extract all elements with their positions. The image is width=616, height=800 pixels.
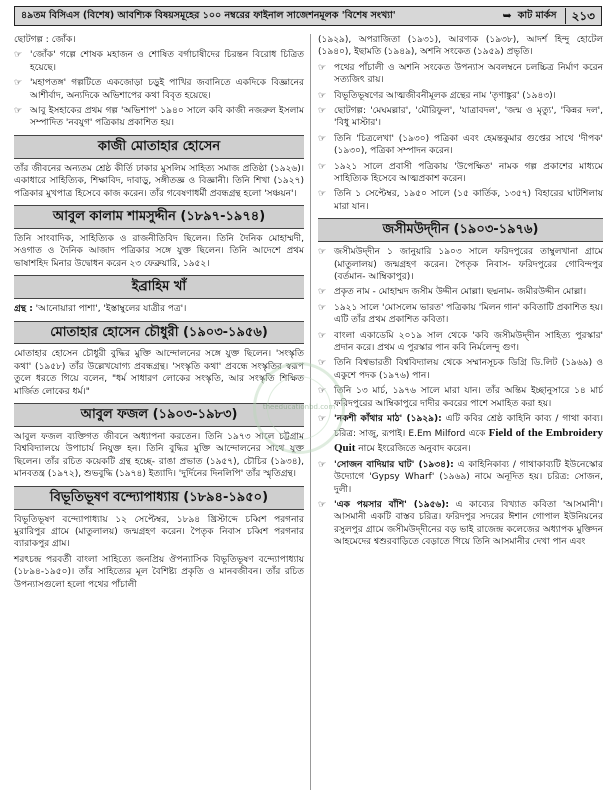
list-item: ☞ 'জোঁক' গল্পে শোষক মহাজন ও শোষিত বর্গাচাষীদের চিরন্তন বিরোধ চিত্রিত হয়েছে।	[14, 50, 304, 73]
list-item: ☞ 'সোজন বাদিয়ার ঘাট' (১৯৩৪): এ কাহিনিকাব্য / গাথাকাব্যটি ইউনেস্কোর উদ্যোগে 'Gypsy Wharf' (১৯৬৯) নামে অনূদিত হয়। চরিত্র: সোজন, দুলী।	[318, 459, 603, 495]
section-text: তাঁর জীবনের অন্যতম শ্রেষ্ঠ কীর্তি ঢাকার মুসলিম সাহিত্য সমাজ প্রতিষ্ঠা (১৯২৬)। একাধারে সাহিত্যিক, শিক্ষাবিদ, দাবাড়ু, সঙ্গীতজ্ঞ ও বিজ্ঞানী। তিনি শিখা (১৯২৭) পত্রিকার মুখপাত্র হিসেবে কাজ করেন। তাঁর গবেষণাধর্মী প্রবন্ধগ্রন্থ হলো 'সঞ্চয়ন'।	[14, 163, 304, 199]
list-item: ☞ বাংলা একাডেমি ২০১৯ সাল থেকে 'কবি জসীমউদ্‌দীন সাহিত্য পুরস্কার' প্রদান করে। প্রথম এ পুরস্কার পান কবি নির্মলেন্দু গুণ।	[318, 330, 603, 354]
section-text: আবুল ফজল ব্যক্তিগত জীবনে অধ্যাপনা করতেন। তিনি ১৯৭৩ সালে চট্টগ্রাম বিশ্ববিদ্যালয়ে উপাচার্য নিযুক্ত হন। তিনি বুদ্ধির মুক্তি আন্দোলনের সাথে যুক্ত ছিলেন। তাঁর রচিত কয়েকটি গ্রন্থ হচ্ছে- রাঙা প্রভাত (১৯৫৭), চৌচির (১৯৩৪), মানবতন্ত্র (১৯৭২), শুভবুদ্ধি (১৯৭৪) ইত্যাদি। 'দুর্দিনের দিনলিপি' তাঁর স্মৃতিগ্রন্থ।	[14, 432, 304, 480]
right-column	[318, 34, 603, 552]
header-subject: কাট মার্কস	[517, 10, 557, 22]
pointing-hand-icon: ☞	[318, 414, 327, 425]
section-title: আবুল কালাম শামসুদ্দীন (১৮৯৭-১৯৭৪)	[14, 205, 304, 229]
pointing-hand-icon: ☞	[318, 62, 327, 73]
section-text: গ্রন্থ : 'আনোয়ারা পাশা', 'ইস্তাম্বুলের যাত্রীর পত্র'।	[14, 304, 187, 315]
left-column	[14, 34, 304, 594]
pointing-hand-icon: ☞	[318, 386, 327, 397]
pointing-hand-icon: ☞	[14, 106, 23, 117]
watermark-logo	[253, 362, 345, 454]
pointing-hand-icon: ☞	[318, 302, 327, 313]
section-title: ইব্রাহিম খাঁ	[14, 275, 304, 299]
pointing-hand-icon: ☞	[14, 50, 23, 61]
pointing-hand-icon: ☞	[318, 247, 327, 258]
section-title: জসীমউদ্‌দীন (১৯০৩-১৯৭৬)	[318, 218, 603, 242]
list-item: ☞ ১৯২১ সালে প্রবাসী পত্রিকায় 'উপেক্ষিত' নামক গল্প প্রকাশের মাধ্যমে সাহিত্যিক হিসেবে আত্মপ্রকাশ করেন।	[318, 161, 603, 185]
pointing-hand-icon: ☞	[318, 106, 327, 117]
page-header	[14, 6, 602, 26]
page-number: ২১৩	[565, 8, 595, 25]
arrow-icon: ➥	[502, 9, 512, 23]
list-item: ☞ ১৯২১ সালে 'মোসলেম ভারত' পত্রিকায় 'মিলন গান' কবিতাটি প্রকাশিত হয়। এটি তাঁর প্রথম প্রকাশিত কবিতা।	[318, 302, 603, 326]
list-item: ☞ তিনি বিশ্বভারতী বিশ্ববিদ্যালয় থেকে সম্মানসূচক ডিগ্রি ডি.লিট (১৯৬৯) ও একুশে পদক (১৯৭৬) পান।	[318, 358, 603, 381]
pointing-hand-icon: ☞	[318, 287, 327, 298]
pointing-hand-icon: ☞	[318, 358, 327, 369]
pointing-hand-icon: ☞	[318, 459, 327, 470]
continued-text: (১৯২৯), অপরাজিতা (১৯৩১), আরণ্যক (১৯৩৮), আদর্শ হিন্দু হোটেল (১৯৪০), ইছামতি (১৯৪৯), অশনি সংকেত (১৯৫৯) প্রভৃতি।	[318, 35, 603, 58]
pointing-hand-icon: ☞	[318, 133, 327, 144]
pointing-hand-icon: ☞	[318, 161, 327, 172]
list-item: ☞ আবু ইসহাকের প্রথম গল্প 'অভিশাপ' ১৯৪০ সালে কবি কাজী নজরুল ইসলাম সম্পাদিত 'নবযুগ' পত্রিকায় প্রকাশিত হয়।	[14, 106, 304, 129]
pointing-hand-icon: ☞	[318, 500, 327, 511]
section-text: তিনি সাংবাদিক, সাহিত্যিক ও রাজনীতিবিদ ছিলেন। তিনি দৈনিক মোহাম্মদী, সওগাত ও দৈনিক আজাদ পত্রিকার সঙ্গে যুক্ত ছিলেন। তিনি আদেশে প্রথম ভাষাশহিদ মিনার উদ্বোধন করেন ২৩ ফেব্রুয়ারি, ১৯৫২।	[14, 233, 304, 269]
header-title: ৪৯তম বিসিএস (বিশেষ) আবশ্যিক বিষয়সমূহের ১০০ নম্বরের ফাইনাল সাজেশনমূলক 'বিশেষ সংখ্যা'	[21, 10, 396, 22]
pointing-hand-icon: ☞	[318, 189, 327, 200]
intro-heading: ছোটগল্প : জোঁক।	[14, 35, 76, 45]
list-item: ☞ ছোটগল্প: 'মেঘমল্লার', 'মৌরিফুল', 'যাত্রাবদল', 'জন্ম ও মৃত্যু', 'কিন্নর দল', 'বিধু মাস্টার'।	[318, 106, 603, 129]
section-title: মোতাহার হোসেন চৌধুরী (১৯০৩-১৯৫৬)	[14, 321, 304, 345]
list-item: ☞ জসীমউদ্‌দীন ১ জানুয়ারি ১৯০৩ সালে ফরিদপুরের তাম্বুলখানা গ্রামে (মাতুলালয়) জন্মগ্রহণ করেন। পৈতৃক নিবাস- ফরিদপুরের গোবিন্দপুর (বর্তমান- আম্বিকাপুর)।	[318, 247, 603, 283]
list-item: ☞ তিনি ১৩ মার্চ, ১৯৭৬ সালে মারা যান। তাঁর অন্তিম ইচ্ছানুসারে ১৪ মার্চ ফরিদপুরের আম্বিকাপুরে দাদীর কবরের পাশে সমাহিত করা হয়।	[318, 386, 603, 409]
section-text: মোতাহার হোসেন চৌধুরী বুদ্ধির মুক্তি আন্দোলনের সঙ্গে যুক্ত ছিলেন। 'সংস্কৃতি কথা' (১৯৫৮) তাঁর উল্লেখযোগ্য প্রবন্ধগ্রন্থ। 'সংস্কৃতি কথা' প্রবন্ধে সংস্কৃতির স্বরূপ তুলে ধরতে গিয়ে বলেন, "ধর্ম সাধারণ লোকের সংস্কৃতি, আর সংস্কৃতি শিক্ষিত মার্জিত লোকের ধর্ম।"	[14, 349, 304, 397]
section-title: কাজী মোতাহার হোসেন	[14, 135, 304, 159]
watermark-ring: theeducationbd.com	[267, 376, 331, 440]
list-item: ☞ তিনি 'চিত্রলেখা' (১৯৩০) পত্রিকা এবং হেমন্তকুমার গুপ্তের সাথে 'দীপক' (১৯৩০), পত্রিকা সম্পাদন করেন।	[318, 133, 603, 157]
list-item: ☞ তিনি ১ সেপ্টেম্বর, ১৯৫০ সালে (১৫ কার্তিক, ১৩৫৭) বিহারের ঘাটশিলায় মারা যান।	[318, 189, 603, 212]
list-item: ☞ প্রকৃত নাম - মোহাম্মদ জসীম উদ্দীন মোল্লা। ছদ্মনাম- জমীরউদ্দীন মোল্লা।	[318, 287, 587, 298]
section-title: বিভূতিভূষণ বন্দ্যোপাধ্যায় (১৮৯৪-১৯৫০)	[14, 486, 304, 510]
list-item: ☞ পথের পাঁচালী ও অশনি সংকেত উপন্যাস অবলম্বনে চলচ্চিত্র নির্মাণ করেন সত্যজিৎ রায়।	[318, 62, 603, 86]
pointing-hand-icon: ☞	[14, 78, 23, 89]
list-item: ☞ 'এক পয়সার বাঁশি' (১৯৫৬): এ কাব্যের বিখ্যাত কবিতা 'আসমানী'। আসমানী একটি বাস্তব চরিত্র। ফরিদপুর সদরের ঈশান গোপাল ইউনিয়নের রসুলপুর গ্রামে জসীমউদ্‌দীনের বড় ভাই রাজেন্দ্র কলেজের অধ্যাপক মুক্তিদন আহমেদের শ্বশুরবাড়িতে বেড়াতে গিয়ে তিনি আসমানীর দেখা পান এবং	[318, 500, 603, 548]
list-item: ☞ 'নকশী কাঁথার মাঠ' (১৯২৯): এটি কবির শ্রেষ্ঠ কাহিনি কাব্য / গাথা কাব্য। চরিত্র: সাজু, রূপাই। E.Em Milford একে Field of the Embroidery Quit নামে ইংরেজিতে অনুবাদ করেন।	[318, 413, 603, 456]
section-text: শরৎচন্দ্র পরবর্তী বাংলা সাহিত্যে জনপ্রিয় ঔপন্যাসিক বিভূতিভূষণ বন্দ্যোপাধ্যায় (১৮৯৪-১৯৫০)। তাঁর সাহিত্যের মূল বৈশিষ্ট্য প্রকৃতি ও মানবজীবন। তাঁর রচিত উপন্যাসগুলো হলো পথের পাঁচালী	[14, 554, 304, 590]
list-item: ☞ 'মহাপতঙ্গ' গল্পটিতে একজোড়া চড়ুই পাখির জবানিতে একদিকে বিজ্ঞানের আশীর্বাদ, অন্যদিকে অভিশাপের কথা বিবৃত হয়েছে।	[14, 78, 304, 101]
pointing-hand-icon: ☞	[318, 90, 327, 101]
pointing-hand-icon: ☞	[318, 330, 327, 341]
list-item: ☞ বিভূতিভূষণের আত্মজীবনীমূলক গ্রন্থের নাম 'তৃণাঙ্কুর' (১৯৪৩)।	[318, 90, 556, 101]
section-text: বিভূতিভূষণ বন্দ্যোপাধ্যায় ১২ সেপ্টেম্বর, ১৮৯৪ খ্রিস্টাব্দে চব্বিশ পরগনার মুরারিপুর গ্রামে (মাতুলালয়) জন্মগ্রহণ করেন। পৈতৃক নিবাস চব্বিশ পরগনার ব্যারাকপুর গ্রাম।	[14, 514, 304, 550]
section-title: আবুল ফজল (১৯০৩-১৯৮৩)	[14, 403, 304, 427]
